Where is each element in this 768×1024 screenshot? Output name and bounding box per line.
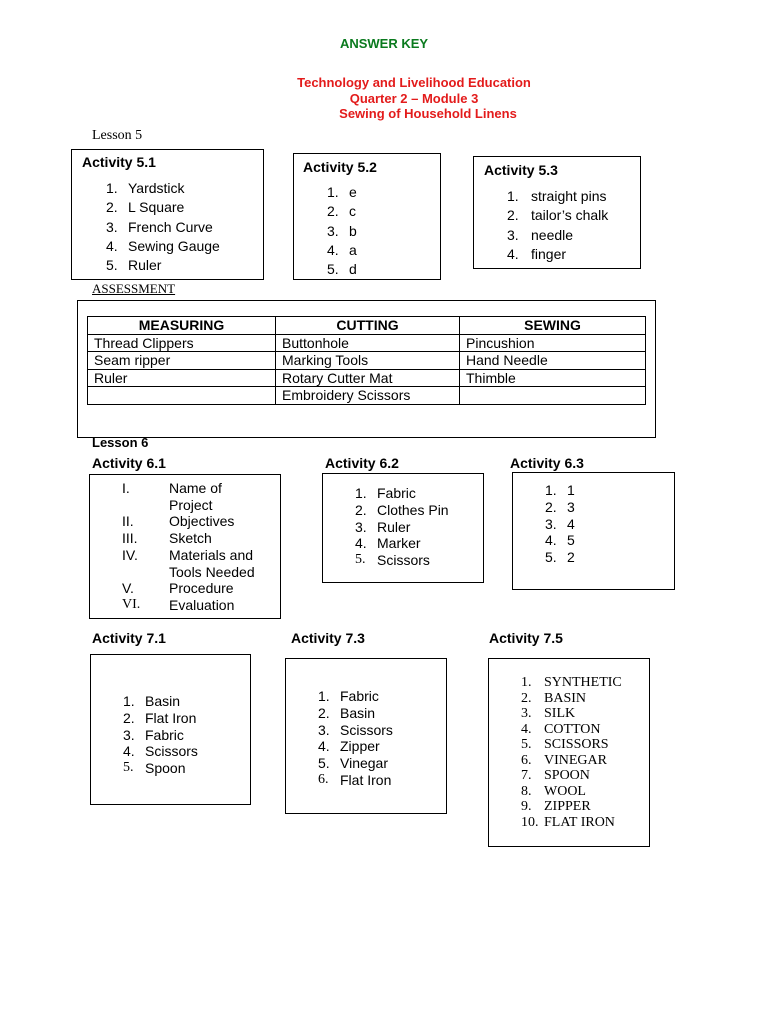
list-item: 2. Clothes Pin bbox=[355, 501, 449, 518]
table-cell: Thread Clippers bbox=[88, 334, 276, 352]
table-cell: Marking Tools bbox=[276, 352, 460, 370]
column-header: MEASURING bbox=[88, 317, 276, 335]
list-item: 6. VINEGAR bbox=[521, 752, 607, 768]
activity-5-3-box bbox=[473, 156, 641, 269]
list-item: 3. b bbox=[327, 222, 357, 239]
activity-6-2-title: Activity 6.2 bbox=[325, 455, 399, 471]
list-item: 2. BASIN bbox=[521, 690, 587, 706]
table-header-row bbox=[88, 317, 646, 335]
list-item: 1. Yardstick bbox=[106, 180, 185, 196]
activity-6-1-title: Activity 6.1 bbox=[92, 455, 166, 471]
activity-6-2-list bbox=[355, 485, 449, 569]
activity-6-3-box bbox=[512, 472, 675, 590]
list-item: 3. needle bbox=[507, 226, 574, 243]
list-item: 1. 1 bbox=[545, 482, 575, 498]
lesson6-label: Lesson 6 bbox=[92, 435, 149, 450]
list-item: 6. Flat Iron bbox=[318, 771, 392, 788]
list-item: 3. SILK bbox=[521, 706, 576, 721]
list-item: IV. Materials and bbox=[122, 546, 254, 563]
list-item: 4. Sewing Gauge bbox=[106, 237, 220, 254]
table-row bbox=[88, 352, 646, 370]
subject-title: Technology and Livelihood Education bbox=[297, 75, 531, 90]
list-item: 5. SCISSORS bbox=[521, 737, 609, 752]
table-cell: Rotary Cutter Mat bbox=[276, 369, 460, 387]
activity-6-3-list bbox=[545, 482, 575, 566]
assessment-label: ASSESSMENT bbox=[92, 281, 176, 296]
list-item: 2. 3 bbox=[545, 498, 575, 515]
list-item: 2. tailor’s chalk bbox=[507, 207, 609, 224]
activity-7-5-list bbox=[521, 675, 622, 830]
activity-6-2-box bbox=[322, 473, 484, 583]
list-item: 2. L Square bbox=[106, 199, 185, 216]
assessment-table bbox=[87, 316, 646, 405]
activity-7-3-title: Activity 7.3 bbox=[291, 630, 365, 646]
list-item: 3. Fabric bbox=[123, 726, 184, 743]
list-item: Tools Needed bbox=[169, 563, 255, 580]
list-item: 3. Ruler bbox=[355, 518, 411, 535]
list-item: 4. Scissors bbox=[123, 743, 198, 760]
table-cell: Thimble bbox=[460, 369, 646, 387]
list-item: 2. c bbox=[327, 203, 356, 220]
activity-5-3-list bbox=[507, 187, 609, 264]
table-cell: Pincushion bbox=[460, 334, 646, 352]
activity-5-2-list bbox=[327, 183, 357, 279]
list-item: I. Name of bbox=[122, 480, 222, 496]
column-header: SEWING bbox=[460, 317, 646, 335]
list-item: 2. Flat Iron bbox=[123, 709, 197, 726]
table-cell: Hand Needle bbox=[460, 352, 646, 370]
list-item: 4. 5 bbox=[545, 532, 575, 549]
list-item: 1. SYNTHETIC bbox=[521, 675, 622, 690]
activity-title: Activity 5.2 bbox=[303, 159, 377, 175]
activity-5-1-box bbox=[71, 149, 264, 280]
activity-title: Activity 5.3 bbox=[484, 162, 558, 178]
list-item: 1. straight pins bbox=[507, 188, 607, 204]
table-row bbox=[88, 369, 646, 387]
list-item: 3. French Curve bbox=[106, 218, 213, 235]
list-item: 4. finger bbox=[507, 245, 567, 262]
table-cell bbox=[88, 387, 276, 405]
activity-7-1-list bbox=[123, 693, 198, 777]
activity-6-1-list bbox=[122, 480, 255, 614]
list-item: 4. COTTON bbox=[521, 721, 601, 737]
activity-7-1-box bbox=[90, 654, 251, 805]
list-item: 5. 2 bbox=[545, 549, 575, 566]
table-cell: Buttonhole bbox=[276, 334, 460, 352]
activity-6-1-box bbox=[89, 474, 281, 619]
activity-7-3-list bbox=[318, 688, 393, 789]
list-item: V. Procedure bbox=[122, 580, 234, 597]
activity-7-3-box bbox=[285, 658, 447, 814]
list-item: 1. Fabric bbox=[318, 688, 379, 704]
table-cell: Ruler bbox=[88, 369, 276, 387]
table-row bbox=[88, 334, 646, 352]
list-item: VI. Evaluation bbox=[122, 596, 235, 613]
list-item: III. Sketch bbox=[122, 530, 212, 547]
list-item: 3. Scissors bbox=[318, 721, 393, 738]
lesson5-label: Lesson 5 bbox=[92, 128, 143, 143]
topic-title: Sewing of Household Linens bbox=[339, 106, 517, 121]
activity-5-2-box bbox=[293, 153, 441, 280]
activity-7-1-title: Activity 7.1 bbox=[92, 630, 166, 646]
activity-6-3-title: Activity 6.3 bbox=[510, 455, 584, 471]
list-item: 7. SPOON bbox=[521, 768, 590, 783]
list-item: 5. Vinegar bbox=[318, 755, 389, 772]
activity-7-5-box bbox=[488, 658, 650, 847]
list-item: 1. Basin bbox=[123, 693, 181, 709]
activity-7-5-title: Activity 7.5 bbox=[489, 630, 563, 646]
table-cell: Seam ripper bbox=[88, 352, 276, 370]
list-item: 10. FLAT IRON bbox=[521, 814, 615, 830]
list-item: 4. Zipper bbox=[318, 738, 380, 755]
list-item: 1. Fabric bbox=[355, 485, 416, 501]
answer-key-title: ANSWER KEY bbox=[339, 36, 429, 51]
activity-title: Activity 5.1 bbox=[82, 154, 156, 170]
table-cell bbox=[460, 387, 646, 405]
list-item: 5. Spoon bbox=[123, 760, 186, 777]
module-title: Quarter 2 – Module 3 bbox=[349, 91, 479, 106]
list-item: Project bbox=[169, 496, 213, 513]
list-item: 3. 4 bbox=[545, 515, 575, 532]
list-item: 4. Marker bbox=[355, 535, 421, 552]
table-row bbox=[88, 387, 646, 405]
list-item: 4. a bbox=[327, 241, 357, 258]
list-item: 2. Basin bbox=[318, 704, 376, 721]
column-header: CUTTING bbox=[276, 317, 460, 335]
list-item: II. Objectives bbox=[122, 513, 235, 530]
list-item: 5. d bbox=[327, 261, 357, 278]
list-item: 5. Ruler bbox=[106, 257, 162, 274]
list-item: 1. e bbox=[327, 184, 357, 200]
list-item: 8. WOOL bbox=[521, 783, 586, 799]
table-cell: Embroidery Scissors bbox=[276, 387, 460, 405]
list-item: 9. ZIPPER bbox=[521, 799, 591, 814]
activity-5-1-list bbox=[106, 179, 220, 275]
list-item: 5. Scissors bbox=[355, 552, 430, 569]
